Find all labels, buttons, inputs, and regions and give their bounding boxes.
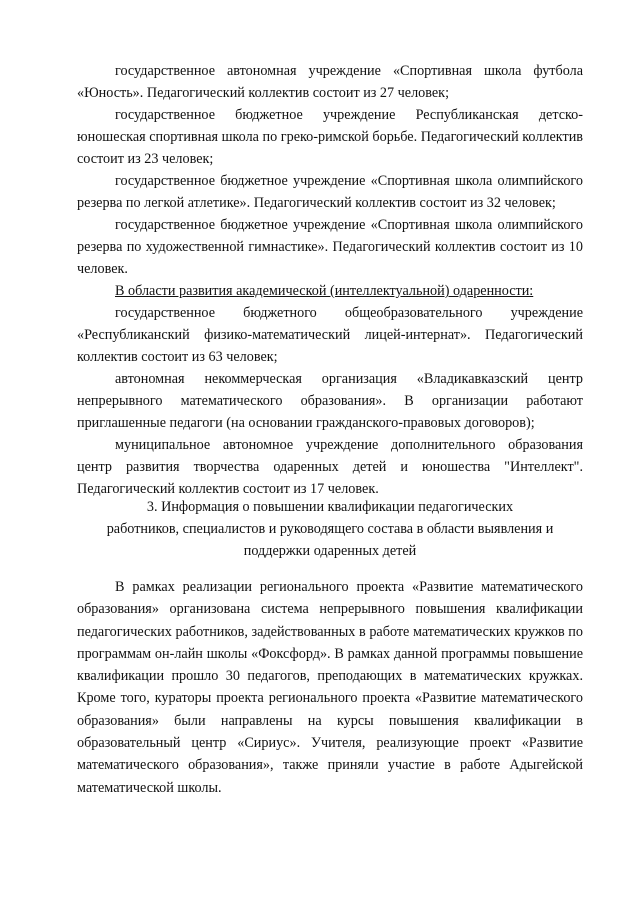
section-3-heading bbox=[77, 496, 583, 562]
section-3-body bbox=[77, 576, 583, 799]
section-3-paragraph: В рамках реализации регионального проекта «Развитие математического образования» организована система непрерывного повышения квалификации педагогических работников, задействованных в работе математических кружков по программам он-лайн школы «Фоксфорд». В рамках данной программы повышение квалификации прошло 30 педагогов, преподающих в математических кружках. Кроме того, кураторы проекта регионального проекта «Развитие математического образования» были направлены на курсы повышения квалификации в образовательный центр «Сириус». Учителя, реализующие проект «Развитие математического образования», также приняли участие в работе Адыгейской математической школы. bbox=[77, 579, 583, 796]
paragraph-sport-school-athletics: государственное бюджетное учреждение «Спортивная школа олимпийского резерва по легкой атлетике». Педагогический коллектив состоит из 32 человек; bbox=[77, 173, 583, 211]
paragraph-sport-school-football: государственное автономная учреждение «Спортивная школа футбола «Юность». Педагогический коллектив состоит из 27 человек; bbox=[77, 63, 583, 101]
paragraph-sport-school-gymnastics: государственное бюджетное учреждение «Спортивная школа олимпийского резерва по художественной гимнастике». Педагогический коллектив состоит из 10 человек. bbox=[77, 217, 583, 277]
academic-heading bbox=[77, 280, 583, 302]
paragraph-math-center: автономная некоммерческая организация «Владикавказский центр непрерывного математического образования». В организации работают приглашенные педагоги (на основании гражданского-правовых договоров); bbox=[77, 371, 583, 431]
section-3-title-line-1: 3. Информация о повышении квалификации педагогических bbox=[146, 499, 514, 515]
paragraph-intellect-center: муниципальное автономное учреждение дополнительного образования центр развития творчества одаренных детей и юношества "Интеллект". Педагогический коллектив состоит из 17 человек. bbox=[77, 437, 583, 497]
paragraph-lyceum: государственное бюджетного общеобразовательного учреждение «Республиканский физико-математический лицей-интернат». Педагогический коллектив состоит из 63 человек; bbox=[77, 305, 583, 365]
organizations-section bbox=[77, 60, 583, 500]
section-3-title-line-2: работников, специалистов и руководящего состава в области выявления и bbox=[106, 521, 554, 537]
academic-heading-text: В области развития академической (интеллектуальной) одаренности: bbox=[115, 283, 534, 299]
section-3-title-line-3: поддержки одаренных детей bbox=[243, 543, 417, 559]
paragraph-sport-school-wrestling: государственное бюджетное учреждение Республиканская детско-юношеская спортивная школа по греко-римской борьбе. Педагогический коллектив состоит из 23 человек; bbox=[77, 107, 583, 167]
